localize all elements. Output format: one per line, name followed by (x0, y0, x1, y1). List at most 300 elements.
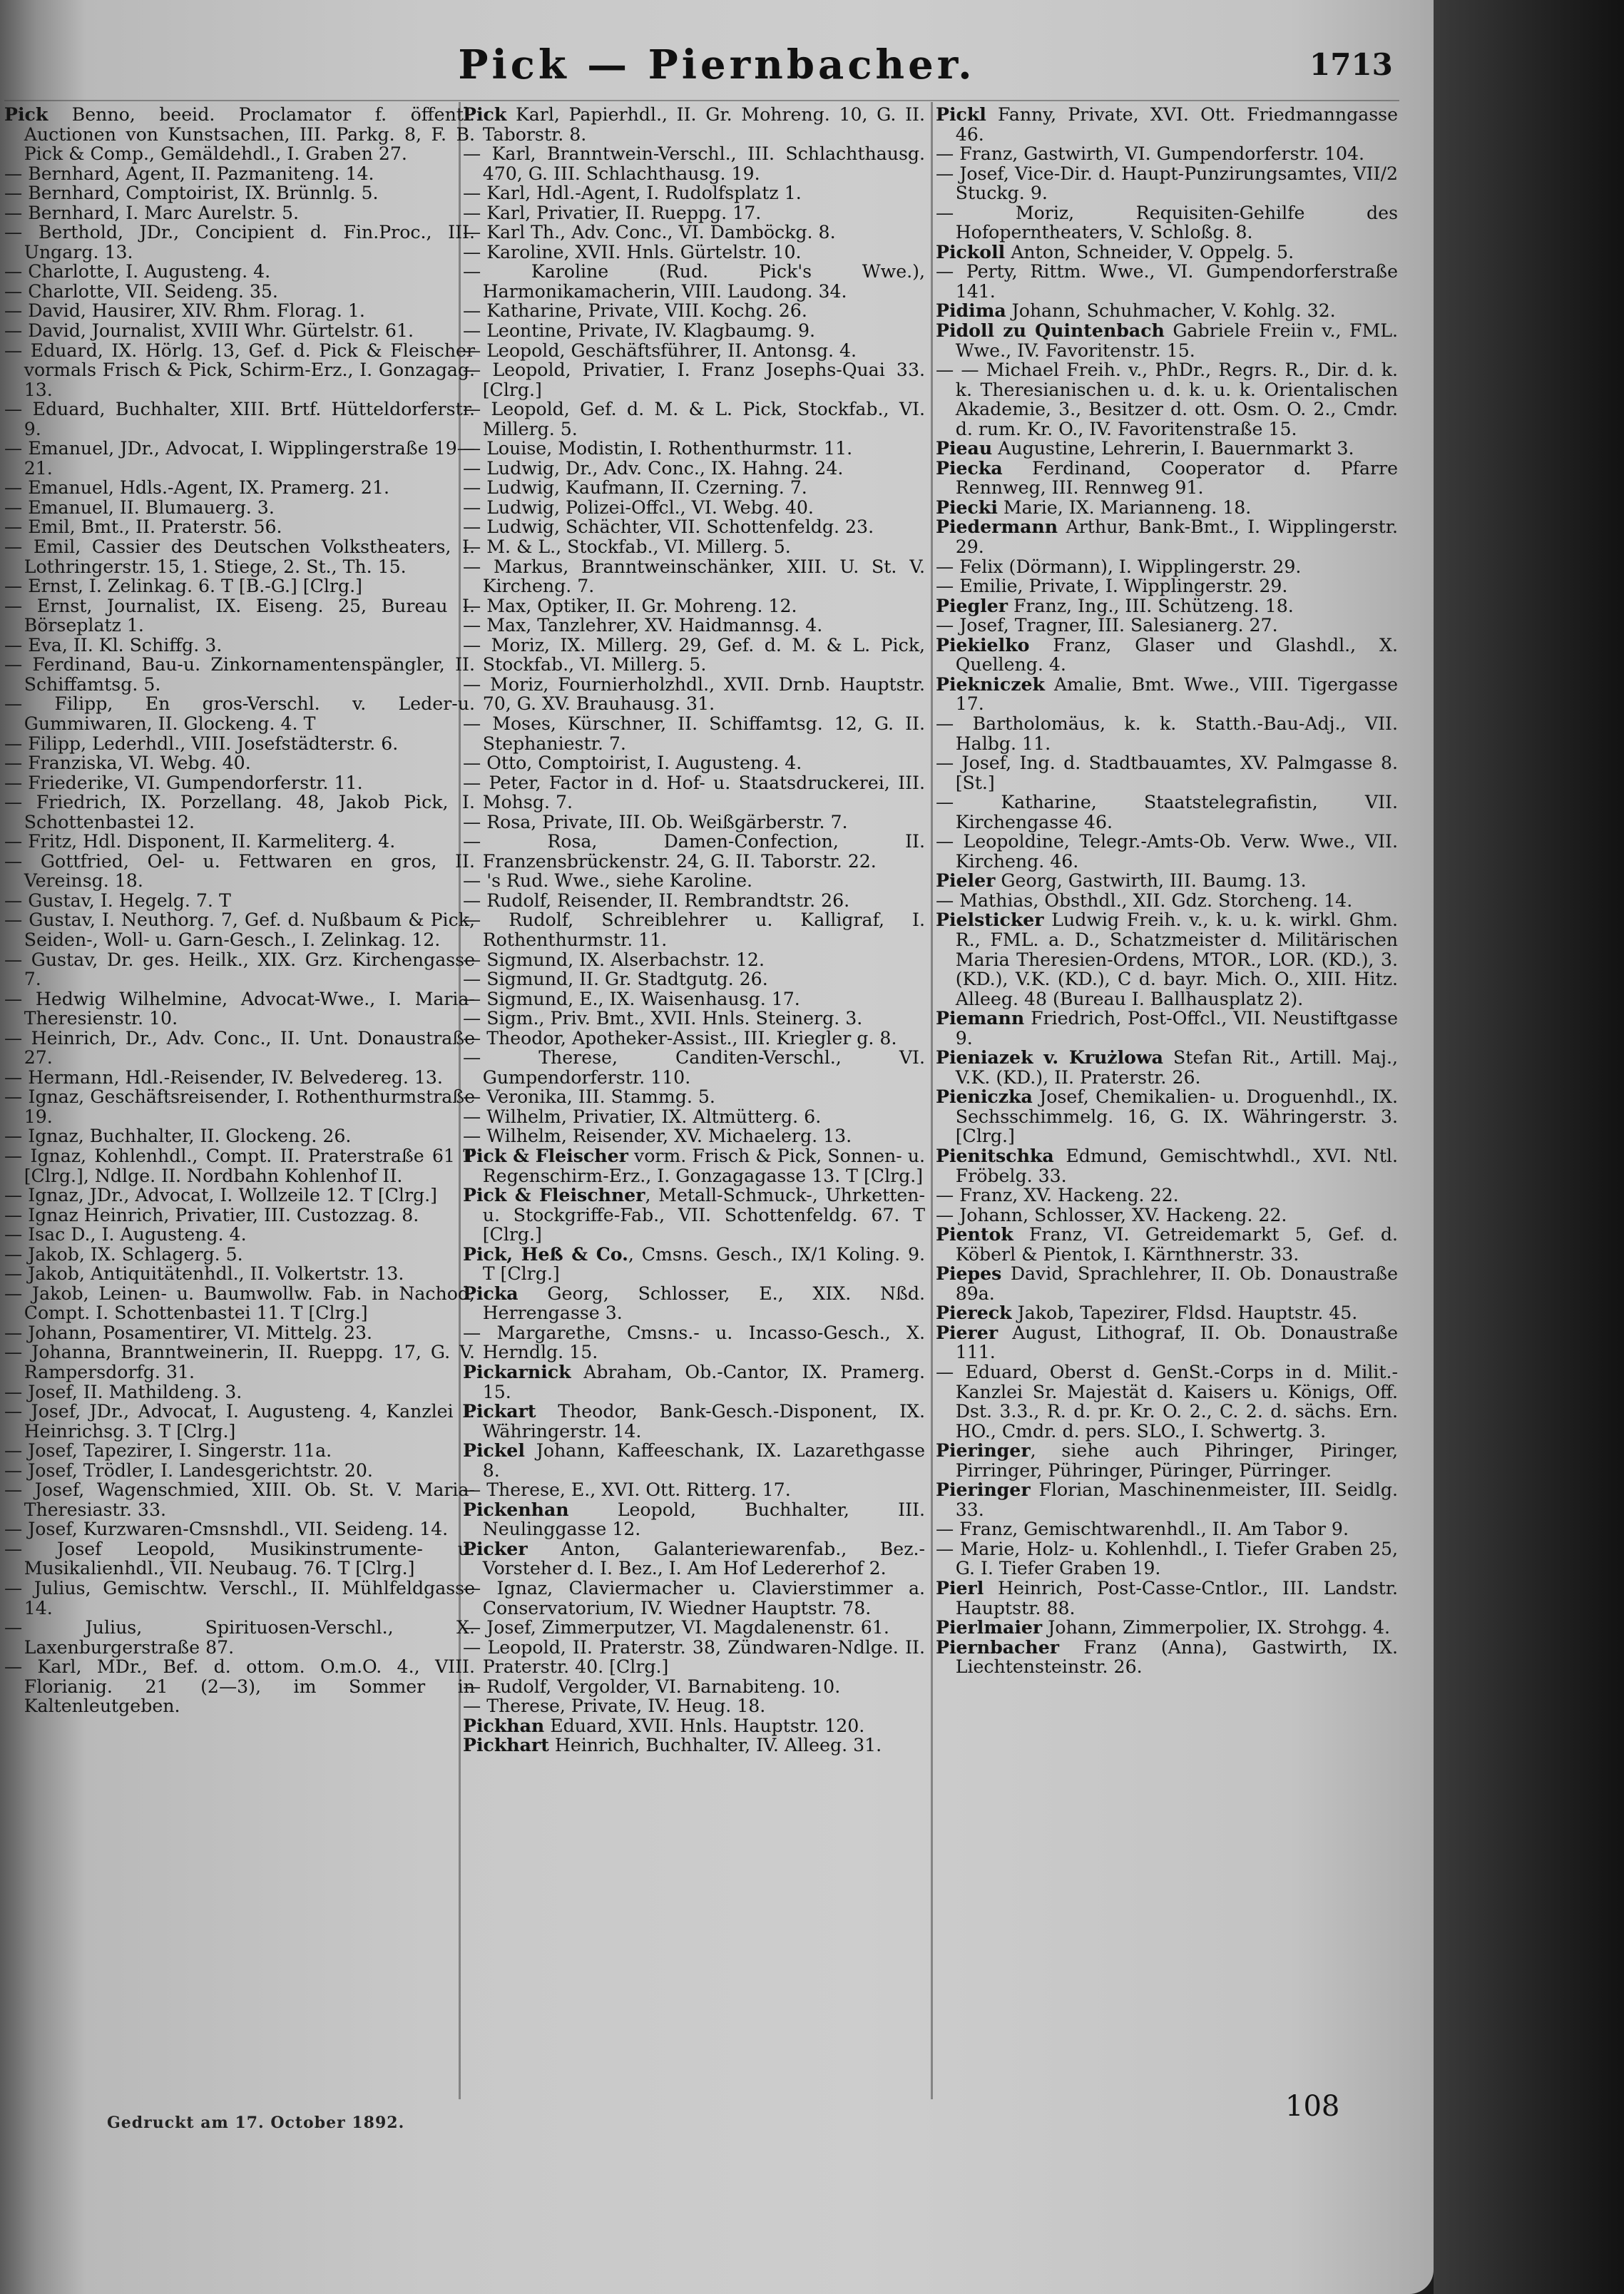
entry-text: — Wilhelm, Reisender, XV. Michaelerg. 13. (463, 1126, 852, 1147)
directory-entry (463, 1362, 925, 1402)
entry-text: — Karl, Privatier, II. Rueppg. 17. (463, 202, 762, 223)
directory-entry (4, 1225, 475, 1245)
entry-text: Karl, Papierhdl., II. Gr. Mohreng. 10, G. II. Taborstr. 8. (482, 105, 925, 145)
directory-entry (4, 832, 475, 852)
entry-text: — Gustav, I. Hegelg. 7. T (4, 889, 231, 911)
entry-text: — Filipp, Lederhdl., VIII. Josefstädterstr. 6. (4, 733, 399, 754)
directory-entry (936, 360, 1398, 439)
running-title: Pick — Piernbacher. (458, 41, 976, 88)
directory-entry (4, 694, 475, 733)
directory-entry (463, 1087, 925, 1107)
directory-entry (463, 557, 925, 596)
directory-entry (463, 1677, 925, 1697)
directory-entry (463, 714, 925, 753)
directory-entry (463, 1323, 925, 1362)
entry-text: — Bartholomäus, k. k. Statth.-Bau-Adj., VII. Halbg. 11. (936, 713, 1398, 754)
directory-entry (463, 1009, 925, 1029)
directory-entry (936, 714, 1398, 753)
entry-text: Gabriele Freiin v., FML. Wwe., IV. Favoritenstr. 15. (955, 320, 1398, 361)
entry-text: — Felix (Dörmann), I. Wipplingerstr. 29. (936, 556, 1302, 577)
directory-entry (463, 1186, 925, 1245)
entry-text: — Josef, Zimmerputzer, VI. Magdalenenstr. 61. (463, 1617, 889, 1638)
directory-entry (4, 1461, 475, 1481)
directory-entry (936, 1539, 1398, 1579)
entry-text: — Eduard, Buchhalter, XIII. Brtf. Hütteldorferstr. 9. (4, 399, 475, 439)
entry-text: — Leontine, Private, IV. Klagbaumg. 9. (463, 320, 816, 342)
entry-text: Franz (Anna), Gastwirth, IX. Liechtensteinstr. 26. (955, 1636, 1398, 1678)
directory-entry (463, 498, 925, 518)
directory-entry (936, 891, 1398, 911)
directory-entry (4, 1146, 475, 1186)
entry-text: — Johanna, Branntweinerin, II. Rueppg. 17, G. V. Rampersdorfg. 31. (4, 1342, 475, 1382)
entry-surname: Pierlmaier (936, 1616, 1043, 1638)
directory-entry (4, 1186, 475, 1205)
entry-text: — Ignaz, Kohlenhdl., Compt. II. Praterstraße 61 T [Clrg.], Ndlge. II. Nordbahn Kohlenhof II. (4, 1145, 475, 1186)
directory-entry (936, 596, 1398, 616)
directory-entry (4, 1245, 475, 1265)
entry-surname: Pick (4, 105, 48, 125)
directory-entry (4, 792, 475, 832)
entry-text: — Moriz, Fournierholzhdl., XVII. Drnb. Hauptstr. 70, G. XV. Brauhausg. 31. (463, 673, 925, 715)
entry-text: Georg, Schlosser, E., XIX. Nßd. Herrengasse 3. (482, 1283, 925, 1324)
entry-text: — Katharine, Private, VIII. Kochg. 26. (463, 300, 807, 322)
entry-text: Florian, Maschinenmeister, III. Seidlg. 33. (955, 1479, 1398, 1520)
directory-entry (463, 1579, 925, 1618)
directory-entry (4, 1657, 475, 1716)
directory-entry (4, 1323, 475, 1343)
directory-entry (463, 1539, 925, 1579)
directory-entry (463, 1618, 925, 1638)
directory-entry (463, 1500, 925, 1539)
column-divider-2 (931, 102, 933, 2099)
entry-text: — Julius, Gemischtw. Verschl., II. Mühlfeldgasse 14. (4, 1578, 475, 1618)
directory-entry (463, 341, 925, 361)
entry-text: — Marie, Holz- u. Kohlenhdl., I. Tiefer Graben 25, G. I. Tiefer Graben 19. (936, 1538, 1398, 1579)
directory-entry (4, 262, 475, 282)
entry-text: — Bernhard, I. Marc Aurelstr. 5. (4, 202, 299, 223)
entry-surname: Piecki (936, 496, 998, 518)
entry-text: — Sigmund, IX. Alserbachstr. 12. (463, 949, 765, 970)
entry-text: — Max, Tanzlehrer, XV. Haidmannsg. 4. (463, 615, 823, 636)
directory-entry (936, 557, 1398, 577)
directory-entry (4, 950, 475, 989)
entry-text: Ludwig Freih. v., k. u. k. wirkl. Ghm. R., FML. a. D., Schatzmeister d. Militärischen Maria Theresien-Ordens, MTOR., LOR. (KD.), 3. (KD.), V.K. (KD.), C d. bayr. Mich. O., XIII. Hitz. Alleeg. 48 (Bureau I. Ballhausplatz 2). (955, 909, 1398, 1009)
directory-entry (4, 989, 475, 1029)
entry-surname: Pieringer (936, 1439, 1031, 1462)
directory-entry (4, 576, 475, 596)
directory-entry (463, 1480, 925, 1500)
entry-surname: Pickl (936, 105, 986, 125)
directory-entry (936, 1303, 1398, 1323)
sheet-number: 108 (1285, 2090, 1340, 2123)
directory-entry (463, 262, 925, 301)
directory-entry (463, 910, 925, 949)
entry-surname: Piepes (936, 1263, 1002, 1285)
directory-entry (936, 144, 1398, 164)
directory-entry (936, 1186, 1398, 1205)
entry-text: — Ernst, Journalist, IX. Eiseng. 25, Bureau I. Börseplatz 1. (4, 595, 475, 636)
entry-surname: Pierer (936, 1321, 999, 1343)
entry-text: — Therese, Private, IV. Heug. 18. (463, 1696, 766, 1717)
directory-entry (936, 832, 1398, 871)
directory-entry (463, 1107, 925, 1127)
entry-text: — Charlotte, VII. Seideng. 35. (4, 280, 278, 302)
entry-text: — Markus, Branntweinschänker, XIII. U. St. V. Kircheng. 7. (463, 556, 925, 597)
entry-text: — David, Journalist, XVIII Whr. Gürtelstr. 61. (4, 320, 414, 342)
directory-entry (463, 891, 925, 911)
entry-text: — Josef, Kurzwaren-Cmsnshdl., VII. Seideng. 14. (4, 1519, 449, 1540)
directory-entry (936, 459, 1398, 498)
entry-text: Amalie, Bmt. Wwe., VIII. Tigergasse 17. (955, 673, 1398, 715)
entry-text: — Rudolf, Schreiblehrer u. Kalligraf, I. Rothenthurmstr. 11. (463, 909, 925, 950)
entry-text: — Johann, Schlosser, XV. Hackeng. 22. (936, 1204, 1287, 1225)
entry-surname: Pidima (936, 300, 1006, 322)
directory-entry (936, 910, 1398, 1009)
entry-surname: Piekielko (936, 633, 1030, 656)
entry-surname: Pieler (936, 870, 996, 892)
entry-text: Stefan Rit., Artill. Maj., V.K. (KD.), II. Praterstr. 26. (955, 1047, 1398, 1088)
directory-entry (936, 871, 1398, 891)
entry-text: — Mathias, Obsthdl., XII. Gdz. Storcheng. 14. (936, 889, 1353, 911)
directory-entry (936, 1579, 1398, 1618)
directory-entry (463, 950, 925, 970)
entry-text: — Leopold, Privatier, I. Franz Josephs-Quai 33. [Clrg.] (463, 360, 925, 400)
entry-text: — Fritz, Hdl. Disponent, II. Karmeliterg. 4. (4, 831, 396, 852)
directory-entry (4, 891, 475, 911)
directory-entry (936, 753, 1398, 792)
entry-surname: Pierl (936, 1577, 984, 1599)
directory-entry (463, 1716, 925, 1736)
entry-text: — Louise, Modistin, I. Rothenthurmstr. 11. (463, 438, 853, 459)
directory-entry (463, 596, 925, 616)
entry-text: , Metall-Schmuck-, Uhrketten- u. Stockgriffe-Fab., VII. Schottenfeldg. 67. T [Clrg.] (482, 1185, 925, 1245)
entry-text: Anton, Galanteriewarenfab., Bez.-Vorsteher d. I. Bez., I. Am Hof Ledererhof 2. (482, 1538, 925, 1579)
directory-entry (936, 1146, 1398, 1186)
entry-text: — Max, Optiker, II. Gr. Mohreng. 12. (463, 595, 797, 616)
directory-entry (4, 341, 475, 400)
entry-text: — Karl, Branntwein-Verschl., III. Schlachthausg. 470, G. III. Schlachthausg. 19. (463, 143, 925, 184)
directory-entry (463, 1638, 925, 1677)
entry-text: — Ludwig, Kaufmann, II. Czerning. 7. (463, 477, 807, 499)
directory-entry (4, 1342, 475, 1382)
entry-text: Anton, Schneider, V. Oppelg. 5. (1005, 241, 1294, 262)
entry-surname: Pienitschka (936, 1144, 1054, 1166)
entry-text: — Ernst, I. Zelinkag. 6. T [B.-G.] [Clrg.] (4, 576, 362, 597)
entry-surname: Pieau (936, 437, 993, 459)
entry-surname: Pickhart (463, 1734, 549, 1756)
directory-entry (4, 753, 475, 773)
entry-surname: Piereck (936, 1302, 1012, 1324)
entry-text: — Sigmund, E., IX. Waisenhausg. 17. (463, 988, 800, 1009)
entry-surname: Pickarnick (463, 1361, 571, 1382)
entry-text: — Josef, Ing. d. Stadtbauamtes, XV. Palmgasse 8. [St.] (936, 753, 1398, 793)
entry-text: — Leopold, II. Praterstr. 38, Zündwaren-Ndlge. II. Praterstr. 40. [Clrg.] (463, 1636, 925, 1678)
directory-entry (936, 576, 1398, 596)
entry-text: — Jakob, Leinen- u. Baumwollw. Fab. in Nachod, Compt. I. Schottenbastei 11. T [Clrg.] (4, 1283, 475, 1324)
directory-column-3 (936, 105, 1398, 2102)
directory-entry (4, 1441, 475, 1461)
entry-surname: Pickoll (936, 240, 1006, 262)
directory-entry (936, 1225, 1398, 1264)
entry-surname: Piecka (936, 457, 1003, 479)
entry-surname: Pickel (463, 1439, 525, 1462)
entry-text: — Josef, Vice-Dir. d. Haupt-Punzirungsamtes, VII/2 Stuckg. 9. (936, 163, 1398, 204)
directory-entry (936, 1519, 1398, 1539)
directory-entry (463, 773, 925, 812)
directory-entry (463, 636, 925, 675)
entry-text: — Franz, Gemischtwarenhdl., II. Am Tabor 9. (936, 1519, 1349, 1540)
directory-entry (4, 1480, 475, 1519)
entry-surname: Pieniazek v. Krużlowa (936, 1046, 1163, 1069)
entry-text: — Eduard, IX. Hörlg. 13, Gef. d. Pick & Fleischer vormals Frisch & Pick, Schirm-Erz., I. Gonzagag. 13. (4, 340, 475, 400)
entry-text: — Leopold, Geschäftsführer, II. Antonsg. 4. (463, 340, 857, 361)
directory-entry (463, 439, 925, 459)
directory-entry (936, 633, 1398, 676)
entry-text: vorm. Frisch & Pick, Sonnen- u. Regenschirm-Erz., I. Gonzagagasse 13. T [Clrg.] (482, 1145, 925, 1186)
directory-entry (4, 1382, 475, 1402)
entry-text: — Therese, E., XVI. Ott. Ritterg. 17. (463, 1479, 791, 1501)
entry-text: — Josef Leopold, Musikinstrumente- u. Musikalienhdl., VII. Neubaug. 76. T [Clrg.] (4, 1538, 475, 1579)
entry-text: — Veronika, III. Stammg. 5. (463, 1086, 715, 1108)
directory-entry (936, 792, 1398, 832)
entry-surname: Pick & Fleischer (463, 1144, 628, 1166)
directory-entry (463, 517, 925, 537)
directory-entry (4, 1402, 475, 1441)
entry-text: — Hedwig Wilhelmine, Advocat-Wwe., I. Maria-Theresienstr. 10. (4, 988, 475, 1029)
entry-text: — Ignaz, Buchhalter, II. Glockeng. 26. (4, 1126, 352, 1147)
entry-text: — Therese, Canditen-Verschl., VI. Gumpendorferstr. 110. (463, 1047, 925, 1088)
directory-entry (463, 812, 925, 832)
entry-surname: Piernbacher (936, 1636, 1059, 1658)
directory-entry (463, 360, 925, 399)
directory-entry (463, 105, 925, 144)
directory-entry (936, 1009, 1398, 1048)
directory-entry (4, 183, 475, 203)
directory-entry (4, 655, 475, 694)
page-edge-shadow (1434, 0, 1624, 2294)
entry-text: David, Sprachlehrer, II. Ob. Donaustraße 89a. (955, 1263, 1398, 1304)
directory-entry (4, 1519, 475, 1539)
entry-text: Benno, beeid. Proclamator f. öffentl. Auctionen von Kunstsachen, III. Parkg. 8, F. B. Pick & Comp., Gemäldehdl., I. Graben 27. (24, 105, 475, 165)
entry-text: Heinrich, Buchhalter, IV. Alleeg. 31. (548, 1735, 882, 1756)
entry-text: — Perty, Rittm. Wwe., VI. Gumpendorferstraße 141. (936, 261, 1398, 302)
directory-entry (4, 301, 475, 321)
directory-entry (463, 616, 925, 636)
entry-text: Marie, IX. Marianneng. 18. (997, 496, 1252, 518)
entry-surname: Piekniczek (936, 673, 1045, 695)
directory-entry (463, 1696, 925, 1716)
entry-text: Franz, VI. Getreidemarkt 5, Gef. d. Köberl & Pientok, I. Kärnthnerstr. 33. (955, 1224, 1398, 1265)
entry-text: — Berthold, JDr., Concipient d. Fin.Proc., III. Ungarg. 13. (4, 222, 475, 262)
directory-entry (463, 1735, 925, 1755)
entry-text: — Gustav, Dr. ges. Heilk., XIX. Grz. Kirchengasse 7. (4, 949, 475, 990)
entry-text: — Karoline (Rud. Pick's Wwe.), Harmonikamacherin, VIII. Laudong. 34. (463, 261, 925, 302)
entry-text: — Katharine, Staatstelegrafistin, VII. Kirchengasse 46. (936, 792, 1398, 832)
directory-entry (936, 1205, 1398, 1225)
entry-text: Friedrich, Post-Offcl., VII. Neustiftgasse 9. (955, 1008, 1398, 1049)
entry-text: Augustine, Lehrerin, I. Bauernmarkt 3. (992, 438, 1354, 459)
entry-text: — M. & L., Stockfab., VI. Millerg. 5. (463, 536, 791, 558)
directory-entry (4, 596, 475, 636)
entry-text: — Ignaz, Geschäftsreisender, I. Rothenthurmstraße 19. (4, 1086, 475, 1127)
entry-text: — Rudolf, Vergolder, VI. Barnabiteng. 10. (463, 1676, 841, 1697)
entry-surname: Pientok (936, 1223, 1013, 1245)
entry-text: — Moriz, Requisiten-Gehilfe des Hofoperntheaters, V. Schloßg. 8. (936, 202, 1398, 243)
entry-text: Johann, Schuhmacher, V. Kohlg. 32. (1006, 300, 1336, 322)
entry-surname: Pickart (463, 1400, 536, 1422)
directory-entry (4, 203, 475, 223)
entry-text: — Moses, Kürschner, II. Schiffamtsg. 12, G. II. Stephaniestr. 7. (463, 713, 925, 754)
directory-entry (463, 753, 925, 773)
directory-entry (4, 399, 475, 439)
directory-entry (936, 1618, 1398, 1638)
entry-text: Johann, Zimmerpolier, IX. Strohgg. 4. (1042, 1617, 1391, 1638)
entry-text: — Emanuel, II. Blumauerg. 3. (4, 496, 275, 518)
entry-text: — Leopold, Gef. d. M. & L. Pick, Stockfab., VI. Millerg. 5. (463, 399, 925, 439)
directory-entry (936, 1638, 1398, 1677)
entry-text: August, Lithograf, II. Ob. Donaustraße 111. (955, 1322, 1398, 1363)
entry-text: — Bernhard, Agent, II. Pazmaniteng. 14. (4, 163, 374, 184)
directory-entry (936, 439, 1398, 459)
entry-text: Franz, Glaser und Glashdl., X. Quelleng. 4. (955, 634, 1398, 676)
entry-text: — Franziska, VI. Webg. 40. (4, 753, 251, 774)
entry-surname: Piegler (936, 594, 1008, 616)
directory-entry (463, 1284, 925, 1323)
directory-entry (463, 321, 925, 341)
directory-entry (463, 1029, 925, 1049)
directory-entry (463, 144, 925, 183)
entry-surname: Pickenhan (463, 1498, 569, 1520)
entry-text: — Emil, Cassier des Deutschen Volkstheaters, I. Lothringerstr. 15, 1. Stiege, 2. St., Th. 15. (4, 536, 475, 577)
entry-text: , Cmsns. Gesch., IX/1 Koling. 9. T [Clrg.] (482, 1243, 925, 1285)
entry-text: Arthur, Bank-Bmt., I. Wipplingerstr. 29. (955, 516, 1398, 558)
entry-text: — Ludwig, Dr., Adv. Conc., IX. Hahng. 24. (463, 457, 844, 479)
directory-entry (463, 989, 925, 1009)
directory-entry (936, 1323, 1398, 1362)
directory-entry (936, 517, 1398, 556)
entry-text: — Jakob, Antiquitätenhdl., II. Volkertstr. 13. (4, 1263, 404, 1285)
entry-text: — Karl Th., Adv. Conc., VI. Damböckg. 8. (463, 222, 836, 243)
directory-entry (463, 301, 925, 321)
entry-text: — Heinrich, Dr., Adv. Conc., II. Unt. Donaustraße 27. (4, 1027, 475, 1069)
directory-entry (4, 1126, 475, 1146)
entry-surname: Pickhan (463, 1714, 545, 1736)
entry-text: Leopold, Buchhalter, III. Neulinggasse 12. (482, 1499, 925, 1540)
entry-text: — Sigm., Priv. Bmt., XVII. Hnls. Steinerg. 3. (463, 1008, 863, 1029)
directory-entry (463, 399, 925, 439)
entry-text: Franz, Ing., III. Schützeng. 18. (1008, 595, 1294, 616)
entry-text: — Karl, MDr., Bef. d. ottom. O.m.O. 4., VIII. Florianig. 21 (2—3), im Sommer in Kaltenleutgeben. (4, 1656, 475, 1717)
directory-entry (463, 537, 925, 557)
directory-entry (4, 1579, 475, 1618)
entry-text: — Isac D., I. Augusteng. 4. (4, 1224, 247, 1245)
entry-text: Heinrich, Post-Casse-Cntlor., III. Landstr. Hauptstr. 88. (955, 1578, 1398, 1618)
entry-text: — Rudolf, Reisender, II. Rembrandtstr. 26. (463, 889, 850, 911)
entry-text: — Ferdinand, Bau-u. Zinkornamentenspängler, II. Schiffamtsg. 5. (4, 654, 475, 695)
directory-entry (936, 321, 1398, 360)
directory-entry (4, 1284, 475, 1323)
directory-entry (463, 1441, 925, 1480)
entry-text: — Josef, Wagenschmied, XIII. Ob. St. V. Maria-Theresiastr. 33. (4, 1479, 475, 1520)
entry-text: — Ignaz, Claviermacher u. Clavierstimmer a. Conservatorium, IV. Wiedner Hauptstr. 78. (463, 1578, 925, 1618)
directory-entry (463, 1245, 925, 1284)
entry-text: — Emilie, Private, I. Wipplingerstr. 29. (936, 576, 1288, 597)
directory-entry (463, 1048, 925, 1087)
entry-text: — Karl, Hdl.-Agent, I. Rudolfsplatz 1. (463, 183, 802, 204)
entry-text: — Gustav, I. Neuthorg. 7, Gef. d. Nußbaum & Pick, Seiden-, Woll- u. Garn-Gesch., I. Zelinkag. 12. (4, 909, 475, 950)
directory-entry (463, 223, 925, 243)
directory-entry (4, 223, 475, 262)
entry-text: — Josef, II. Mathildeng. 3. (4, 1381, 242, 1402)
header-rule (4, 100, 1399, 101)
entry-text: — Wilhelm, Privatier, IX. Altmütterg. 6. (463, 1106, 822, 1127)
entry-text: — Josef, Trödler, I. Landesgerichtstr. 20. (4, 1459, 373, 1481)
entry-text: Ferdinand, Cooperator d. Pfarre Rennweg, III. Rennweg 91. (955, 457, 1398, 499)
directory-entry (463, 675, 925, 714)
entry-text: Theodor, Bank-Gesch.-Disponent, IX. Währingerstr. 14. (482, 1401, 925, 1442)
entry-text: — Ludwig, Polizei-Offcl., VI. Webg. 40. (463, 496, 814, 518)
entry-text: — Rosa, Damen-Confection, II. Franzensbrückenstr. 24, G. II. Taborstr. 22. (463, 831, 925, 872)
directory-entry (463, 1146, 925, 1186)
directory-entry (463, 1126, 925, 1146)
entry-text: — — Michael Freih. v., PhDr., Regrs. R., Dir. d. k. k. Theresianischen u. d. k. u. k. Orientalischen Akademie, 3., Besitzer d. ott. Osm. O. 2., Cmdr. d. rum. Kr. O., IV. Favoritenstraße 15. (936, 360, 1398, 439)
directory-entry (4, 1618, 475, 1657)
directory-entry (4, 636, 475, 656)
directory-entry (4, 1087, 475, 1126)
directory-entry (936, 262, 1398, 301)
directory-entry (936, 1048, 1398, 1087)
entry-surname: Pick (463, 105, 507, 125)
directory-entry (936, 164, 1398, 203)
directory-entry (4, 1264, 475, 1284)
entry-text: — Friederike, VI. Gumpendorferstr. 11. (4, 772, 363, 793)
entry-text: Edmund, Gemischtwhdl., XVI. Ntl. Fröbelg. 33. (955, 1145, 1398, 1186)
entry-surname: Piedermann (936, 516, 1058, 538)
directory-entry (936, 240, 1398, 262)
directory-column-1 (4, 105, 475, 2102)
entry-text: — Gottfried, Oel- u. Fettwaren en gros, II. Vereinsg. 18. (4, 850, 475, 892)
entry-text: — Ignaz, JDr., Advocat, I. Wollzeile 12. T [Clrg.] (4, 1185, 437, 1206)
directory-entry (4, 537, 475, 576)
entry-text: — Eduard, Oberst d. GenSt.-Corps in d. Milit.-Kanzlei Sr. Majestät d. Kaisers u. Königs, Off. Dst. 3.3., R. d. pr. Kr. O. 2., C. 2. d. sächs. Ern. HO., Cmdr. d. pers. SLO., I. Schwertg. 3. (936, 1362, 1398, 1442)
directory-entry (936, 498, 1398, 518)
entry-text: — Franz, Gastwirth, VI. Gumpendorferstr. 104. (936, 143, 1365, 165)
entry-text: — Hermann, Hdl.-Reisender, IV. Belvedereg. 13. (4, 1066, 443, 1088)
directory-entry (4, 910, 475, 949)
entry-text: — Eva, II. Kl. Schiffg. 3. (4, 634, 223, 656)
directory-entry (936, 105, 1398, 144)
entry-text: Jakob, Tapezirer, Fldsd. Hauptstr. 45. (1011, 1303, 1358, 1324)
entry-surname: Pielsticker (936, 909, 1044, 931)
print-date: Gedruckt am 17. October 1892. (107, 2114, 405, 2132)
directory-entry (463, 459, 925, 479)
directory-entry (936, 1264, 1398, 1303)
entry-text: — Johann, Posamentirer, VI. Mittelg. 23. (4, 1322, 372, 1343)
entry-text: — Peter, Factor in d. Hof- u. Staatsdruckerei, III. Mohsg. 7. (463, 772, 925, 813)
entry-text: — Rosa, Private, III. Ob. Weißgärberstr. 7. (463, 811, 848, 832)
directory-entry (936, 616, 1398, 636)
directory-entry (463, 203, 925, 223)
directory-entry (936, 203, 1398, 243)
entry-text: — Ignaz Heinrich, Privatier, III. Custozzag. 8. (4, 1204, 419, 1225)
entry-text: — David, Hausirer, XIV. Rhm. Florag. 1. (4, 300, 365, 322)
entry-surname: Picka (463, 1282, 519, 1304)
directory-entry (4, 478, 475, 498)
directory-entry (4, 1029, 475, 1068)
entry-text: — Emanuel, JDr., Advocat, I. Wipplingerstraße 19—21. (4, 438, 475, 479)
directory-entry (4, 105, 475, 164)
entry-text: Fanny, Private, XVI. Ott. Friedmanngasse 46. (955, 105, 1398, 145)
